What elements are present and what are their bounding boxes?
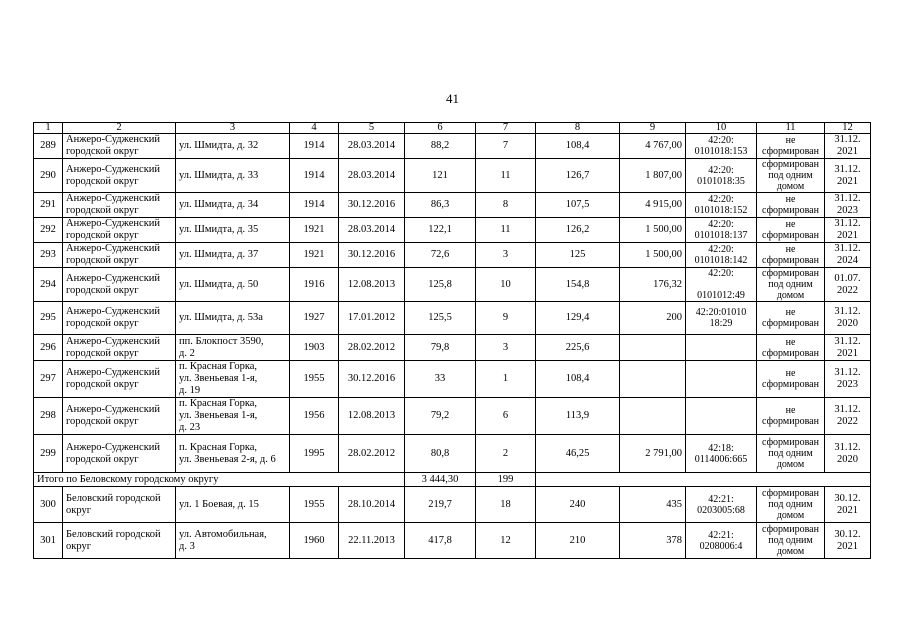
table-row [34,268,871,302]
area-cell: 125,8 [405,268,476,302]
date-cell: 28.03.2014 [339,159,405,193]
residents-cell: 11 [476,218,536,243]
cadastral-cell [686,335,757,361]
table-row [34,243,871,268]
address-cell: п. Красная Горка, ул. Звеньевая 2-я, д. 6 [176,435,290,473]
residents-cell: 12 [476,523,536,559]
cadastral-cell [686,398,757,435]
year-cell: 1955 [290,487,339,523]
row-number: 289 [34,134,63,159]
district-cell: Анжеро-Судженский городской округ [63,218,176,243]
table-row [34,523,871,559]
district-cell: Анжеро-Судженский городской округ [63,159,176,193]
col8-cell: 125 [536,243,620,268]
total-area: 3 444,30 [405,473,476,487]
deadline-cell: 01.07. 2022 [825,268,871,302]
area-cell: 88,2 [405,134,476,159]
date-cell: 28.03.2014 [339,134,405,159]
year-cell: 1903 [290,335,339,361]
deadline-cell: 31.12. 2021 [825,134,871,159]
district-cell: Беловский городской округ [63,487,176,523]
year-cell: 1956 [290,398,339,435]
col8-cell: 108,4 [536,361,620,398]
total-empty [536,473,871,487]
date-cell: 30.12.2016 [339,243,405,268]
address-cell: п. Красная Горка, ул. Звеньевая 1-я, д. 19 [176,361,290,398]
area-cell: 122,1 [405,218,476,243]
cadastral-cell [686,361,757,398]
district-cell: Анжеро-Судженский городской округ [63,435,176,473]
cadastral-cell: 42:20: 0101018:152 [686,193,757,218]
area-cell: 72,6 [405,243,476,268]
area-cell: 79,8 [405,335,476,361]
residents-cell: 2 [476,435,536,473]
table-row [34,487,871,523]
column-number-7: 7 [476,123,536,134]
date-cell: 12.08.2013 [339,398,405,435]
district-cell: Анжеро-Судженский городской округ [63,335,176,361]
status-cell: не сформирован [757,335,825,361]
col9-cell: 1 500,00 [620,243,686,268]
table-row [34,134,871,159]
cadastral-cell: 42:21: 0208006:4 [686,523,757,559]
col9-cell [620,335,686,361]
total-row [34,473,871,487]
row-number: 293 [34,243,63,268]
column-number-5: 5 [339,123,405,134]
table-row [34,335,871,361]
status-cell: не сформирован [757,302,825,335]
deadline-cell: 31.12. 2022 [825,398,871,435]
year-cell: 1916 [290,268,339,302]
total-residents: 199 [476,473,536,487]
address-cell: ул. Шмидта, д. 34 [176,193,290,218]
col8-cell: 113,9 [536,398,620,435]
row-number: 300 [34,487,63,523]
deadline-cell: 30.12. 2021 [825,523,871,559]
date-cell: 22.11.2013 [339,523,405,559]
deadline-cell: 31.12. 2021 [825,335,871,361]
status-cell: сформирован под одним домом [757,435,825,473]
address-cell: ул. Шмидта, д. 32 [176,134,290,159]
district-cell: Анжеро-Судженский городской округ [63,302,176,335]
district-cell: Анжеро-Судженский городской округ [63,398,176,435]
cadastral-cell: 42:18: 0114006:665 [686,435,757,473]
residents-cell: 18 [476,487,536,523]
address-cell: ул. 1 Боевая, д. 15 [176,487,290,523]
col8-cell: 126,7 [536,159,620,193]
row-number: 290 [34,159,63,193]
year-cell: 1914 [290,159,339,193]
area-cell: 86,3 [405,193,476,218]
column-number-12: 12 [825,123,871,134]
district-cell: Анжеро-Судженский городской округ [63,134,176,159]
date-cell: 28.10.2014 [339,487,405,523]
residents-cell: 3 [476,243,536,268]
date-cell: 28.03.2014 [339,218,405,243]
year-cell: 1960 [290,523,339,559]
column-number-6: 6 [405,123,476,134]
col8-cell: 240 [536,487,620,523]
cadastral-cell: 42:20:01010 18:29 [686,302,757,335]
deadline-cell: 30.12. 2021 [825,487,871,523]
col8-cell: 210 [536,523,620,559]
table-row [34,398,871,435]
status-cell: сформирован под одним домом [757,487,825,523]
year-cell: 1921 [290,218,339,243]
deadline-cell: 31.12. 2023 [825,361,871,398]
deadline-cell: 31.12. 2024 [825,243,871,268]
row-number: 294 [34,268,63,302]
address-cell: ул. Шмидта, д. 53а [176,302,290,335]
residents-cell: 10 [476,268,536,302]
page-number: 41 [446,91,459,106]
col9-cell: 176,32 [620,268,686,302]
address-cell: ул. Шмидта, д. 33 [176,159,290,193]
district-cell: Анжеро-Судженский городской округ [63,193,176,218]
year-cell: 1914 [290,193,339,218]
col9-cell: 378 [620,523,686,559]
deadline-cell: 31.12. 2023 [825,193,871,218]
col8-cell: 154,8 [536,268,620,302]
col9-cell: 1 807,00 [620,159,686,193]
status-cell: не сформирован [757,134,825,159]
residents-cell: 6 [476,398,536,435]
date-cell: 28.02.2012 [339,335,405,361]
col8-cell: 225,6 [536,335,620,361]
status-cell: не сформирован [757,361,825,398]
cadastral-cell: 42:20: 0101018:35 [686,159,757,193]
district-cell: Анжеро-Судженский городской округ [63,243,176,268]
col9-cell: 435 [620,487,686,523]
table-row [34,302,871,335]
district-cell: Анжеро-Судженский городской округ [63,268,176,302]
area-cell: 121 [405,159,476,193]
table-row [34,218,871,243]
cadastral-cell: 42:20: 0101018:142 [686,243,757,268]
column-number-10: 10 [686,123,757,134]
row-number: 296 [34,335,63,361]
row-number: 292 [34,218,63,243]
area-cell: 79,2 [405,398,476,435]
col9-cell: 1 500,00 [620,218,686,243]
column-number-4: 4 [290,123,339,134]
date-cell: 12.08.2013 [339,268,405,302]
year-cell: 1914 [290,134,339,159]
column-number-9: 9 [620,123,686,134]
area-cell: 125,5 [405,302,476,335]
status-cell: не сформирован [757,243,825,268]
status-cell: не сформирован [757,398,825,435]
column-number-2: 2 [63,123,176,134]
address-cell: ул. Шмидта, д. 37 [176,243,290,268]
row-number: 299 [34,435,63,473]
district-cell: Беловский городской округ [63,523,176,559]
deadline-cell: 31.12. 2021 [825,218,871,243]
column-number-3: 3 [176,123,290,134]
status-cell: сформирован под одним домом [757,159,825,193]
table-row [34,435,871,473]
deadline-cell: 31.12. 2020 [825,302,871,335]
address-cell: пп. Блокпост 3590, д. 2 [176,335,290,361]
district-cell: Анжеро-Судженский городской округ [63,361,176,398]
cadastral-cell: 42:20: 0101012:49 [686,268,757,302]
housing-register-table [33,122,871,559]
address-cell: ул. Автомобильная, д. 3 [176,523,290,559]
residents-cell: 8 [476,193,536,218]
table-row [34,159,871,193]
residents-cell: 1 [476,361,536,398]
year-cell: 1927 [290,302,339,335]
header-row [34,123,871,134]
area-cell: 417,8 [405,523,476,559]
total-label: Итого по Беловскому городскому округу [34,473,405,487]
row-number: 291 [34,193,63,218]
col9-cell: 4 767,00 [620,134,686,159]
address-cell: ул. Шмидта, д. 35 [176,218,290,243]
cadastral-cell: 42:21: 0203005:68 [686,487,757,523]
date-cell: 17.01.2012 [339,302,405,335]
status-cell: сформирован под одним домом [757,268,825,302]
col9-cell [620,361,686,398]
cadastral-cell: 42:20: 0101018:137 [686,218,757,243]
address-cell: п. Красная Горка, ул. Звеньевая 1-я, д. 23 [176,398,290,435]
row-number: 301 [34,523,63,559]
year-cell: 1995 [290,435,339,473]
status-cell: сформирован под одним домом [757,523,825,559]
area-cell: 33 [405,361,476,398]
table-row [34,193,871,218]
column-number-8: 8 [536,123,620,134]
deadline-cell: 31.12. 2021 [825,159,871,193]
col8-cell: 107,5 [536,193,620,218]
address-cell: ул. Шмидта, д. 50 [176,268,290,302]
cadastral-cell: 42:20: 0101018:153 [686,134,757,159]
residents-cell: 9 [476,302,536,335]
date-cell: 30.12.2016 [339,193,405,218]
col8-cell: 126,2 [536,218,620,243]
deadline-cell: 31.12. 2020 [825,435,871,473]
column-number-11: 11 [757,123,825,134]
date-cell: 30.12.2016 [339,361,405,398]
column-number-1: 1 [34,123,63,134]
col8-cell: 108,4 [536,134,620,159]
row-number: 295 [34,302,63,335]
residents-cell: 3 [476,335,536,361]
area-cell: 219,7 [405,487,476,523]
residents-cell: 7 [476,134,536,159]
col9-cell [620,398,686,435]
row-number: 298 [34,398,63,435]
table-row [34,361,871,398]
col9-cell: 200 [620,302,686,335]
year-cell: 1955 [290,361,339,398]
status-cell: не сформирован [757,218,825,243]
residents-cell: 11 [476,159,536,193]
col9-cell: 2 791,00 [620,435,686,473]
area-cell: 80,8 [405,435,476,473]
row-number: 297 [34,361,63,398]
col9-cell: 4 915,00 [620,193,686,218]
col8-cell: 129,4 [536,302,620,335]
year-cell: 1921 [290,243,339,268]
col8-cell: 46,25 [536,435,620,473]
date-cell: 28.02.2012 [339,435,405,473]
status-cell: не сформирован [757,193,825,218]
